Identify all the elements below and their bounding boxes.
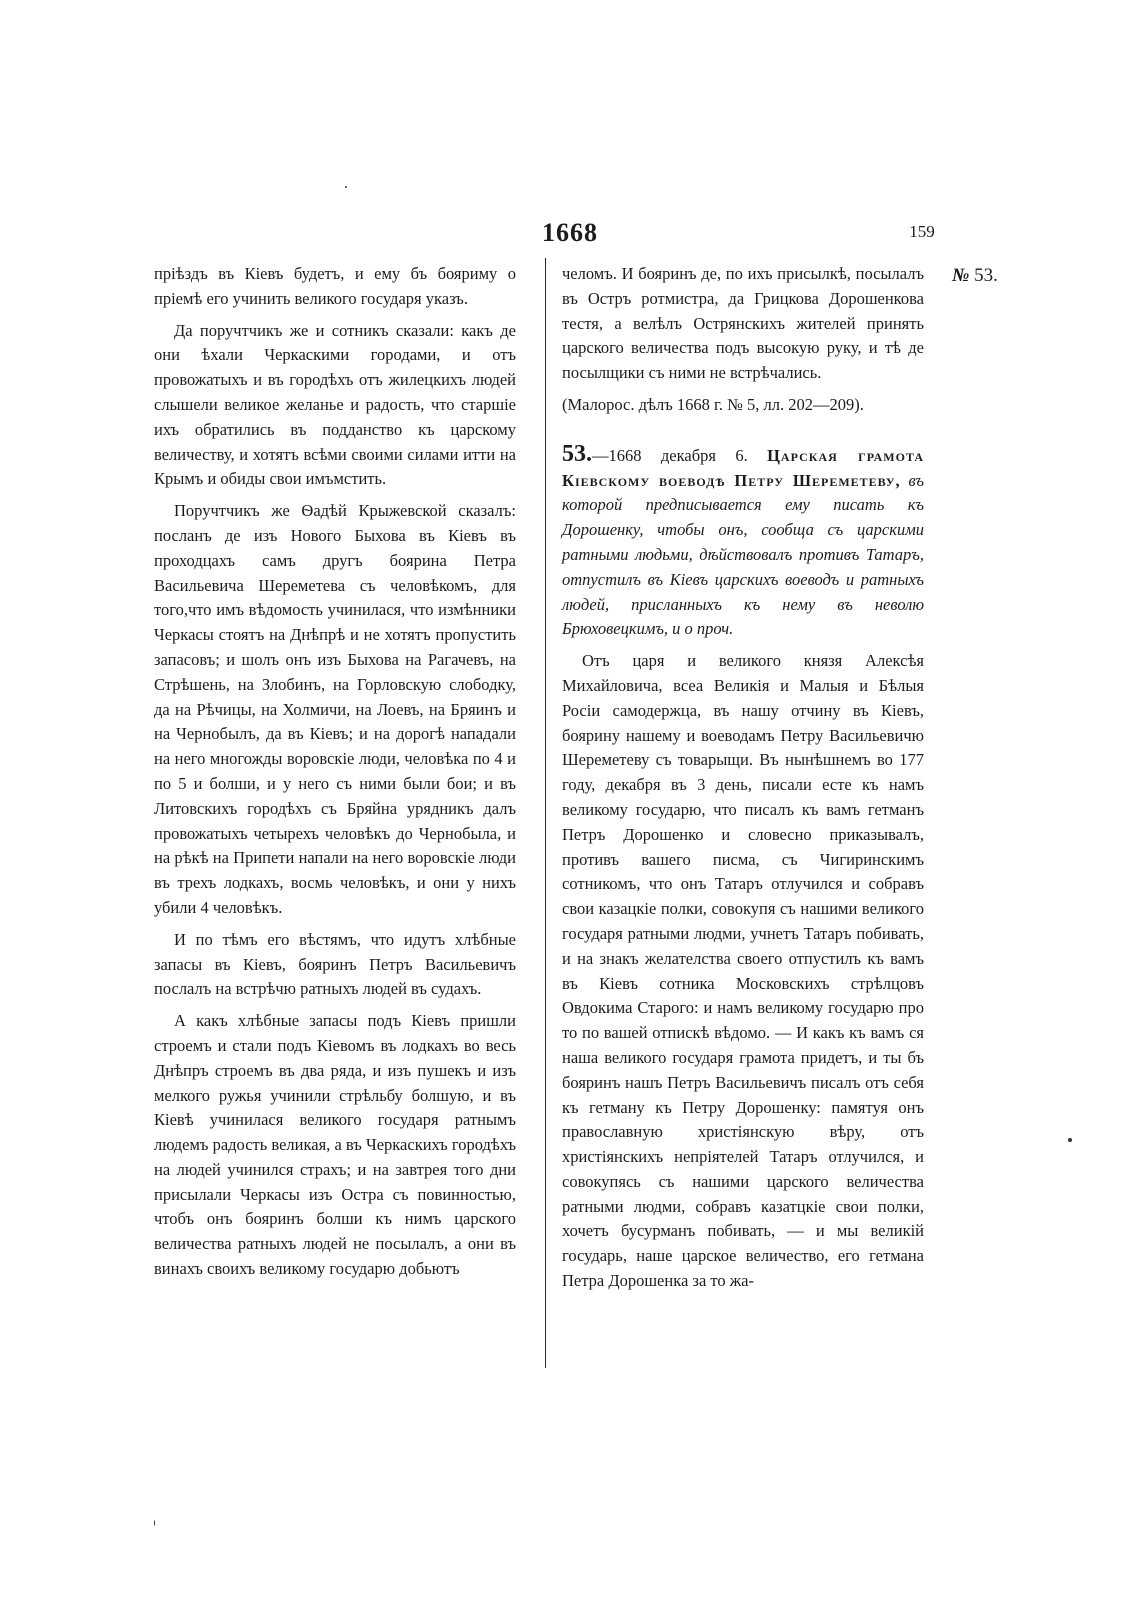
paragraph-continuation: челомъ. И бояринъ де, по ихъ присылкѣ, посылалъ въ Остръ ротмистра, да Грицкова Дорошенкова тестя, а велѣлъ Острянскихъ жителей принять царского величества подъ высокую руку, и тѣ де посылщики съ ними не встрѣчались.	[562, 264, 924, 383]
paragraph: И по тѣмъ его вѣстямъ, что идутъ хлѣбные запасы въ Кіевъ, бояринъ Петръ Васильевичъ послалъ на встрѣчю ратныхъ людей въ судахъ.	[154, 929, 516, 999]
page-number: 159	[909, 222, 935, 241]
document-date: —1668 декабря 6.	[592, 445, 748, 465]
paragraph: А какъ хлѣбные запасы подъ Кіевъ пришли строемъ и стали подъ Кіевомъ въ лодкахъ во весь Днѣпръ строемъ въ два ряда, и изъ пушекъ и изъ мелкого ружья учинили стрѣльбу болшую, и въ Кіевѣ учинилася великого государя ратнымъ людемъ радость великая, а въ Черкаскихъ городѣхъ на людей учинился страхъ; и на завтрея того дни присылали Черкасы изъ Остра съ повинностью, чтобъ онъ бояринъ болши къ нимъ царского величества ратныхъ людей не посылалъ, а они въ винахъ своихъ великому государю добьютъ	[154, 1011, 516, 1279]
paper-speck	[345, 186, 347, 188]
document-title: Царская грамота Кіевскому воеводѣ Петру Шереметеву,	[562, 445, 924, 490]
paper-speck	[154, 1520, 155, 1526]
right-column	[562, 262, 924, 1301]
column-divider	[545, 258, 546, 1368]
paragraph: Да поручтчикъ же и сотникъ сказали: какъ де они ѣхали Черкаскими городами, и отъ провожатыхъ и въ городѣхъ отъ жилецкихъ людей слышели великое желанье и радость, что старшіе ихъ обратились въ подданство къ царскому величеству, и хотятъ всѣми своими силами итти на Крымъ и обиды свои имъмстить.	[154, 320, 516, 489]
margin-document-number	[952, 265, 998, 287]
margin-number-value: 53.	[974, 265, 998, 286]
paper-speck	[1068, 1138, 1072, 1142]
document-heading	[562, 442, 924, 642]
numero-sign: №	[952, 265, 970, 286]
running-head-year: 1668	[542, 218, 598, 247]
paragraph: Поручтчикъ же Ѳадѣй Крыжевской сказалъ: посланъ де изъ Нового Быхова въ Кіевъ въ проходцахъ самъ другъ боярина Петра Васильевича Шереметева съ человѣкомъ, для того,что имъ вѣдомость учинилася, что измѣнники Черкасы стоятъ на Днѣпрѣ и не хотятъ пропустить запасовъ; и шолъ онъ изъ Быхова на Рагачевъ, на Стрѣшень, на Злобинъ, на Горловскую слободку, да на Рѣчицы, на Холмичи, на Лоевъ, на Бряинъ и на Чернобылъ, да въ Кіевъ; и на дорогѣ нападали на него многожды воровскіе люди, человѣка по 4 и по 5 и болши, и у него съ ними были бои; и въ Литовскихъ городѣхъ съ Бряйна урядникъ далъ провожатыхъ четырехъ человѣкъ до Чернобыла, и на рѣкѣ на Припети напали на него воровскіе люди въ трехъ лодкахъ, восмь человѣкъ, и они у нихъ убили 4 человѣкъ.	[154, 501, 516, 917]
archival-source-note: (Малорос. дѣлъ 1668 г. № 5, лл. 202—209).	[562, 394, 864, 414]
left-column	[154, 262, 516, 1289]
document-summary: въ которой предписывается ему писать къ Дорошенку, чтобы онъ, сообща съ царскими ратными людьми, дѣйствовалъ противъ Татаръ, отпустилъ въ Кіевъ царскихъ воеводъ и ратныхъ людей, присланныхъ къ нему въ неволю Брюховецкимъ, и о проч.	[562, 470, 924, 639]
document-body: Отъ царя и великого князя Алексѣя Михайловича, всеа Великія и Малыя и Бѣлыя Росіи самодержца, въ нашу отчину въ Кіевъ, боярину нашему и воеводамъ Петру Васильевичю Шереметеву съ товарыщи. Въ нынѣшнемъ во 177 году, декабря въ 3 день, писали есте къ намъ великому государю, что писалъ къ вамъ гетманъ Петръ Дорошенко и словесно приказывалъ, противъ вашего писма, съ Чигиринскимъ сотникомъ, что онъ Татаръ отлучился и собравъ свои казацкіе полки, совокупя съ нашими великого государя ратными людми, учнетъ Татаръ побивать, и на знакъ желателства своего отпустилъ къ вамъ въ Кіевъ сотника Московскихъ стрѣлцовъ Овдокима Старого: и намъ великому государю про то по вашей отпискѣ вѣдомо. — И какъ къ вамъ ся наша великого государя грамота придетъ, и ты бъ бояринъ нашъ Петръ Васильевичъ писалъ отъ себя къ гетману къ Петру Дорошенку: памятуя онъ православную христіянскую вѣру, отъ христіянскихъ непріятелей Татаръ отлучился, и совокупясь съ нашими царского величества ратными людми, собравъ казатцкіе свои полки, хочетъ бусурманъ побивать, — и мы великій государь, наше царское величество, его гетмана Петра Дорошенка за то жа-	[562, 651, 924, 1291]
paragraph: пріѣздъ въ Кіевъ будетъ, и ему бъ бояриму о пріемѣ его учинить великого государя указъ.	[154, 264, 516, 308]
document-number: 53.	[562, 440, 592, 467]
